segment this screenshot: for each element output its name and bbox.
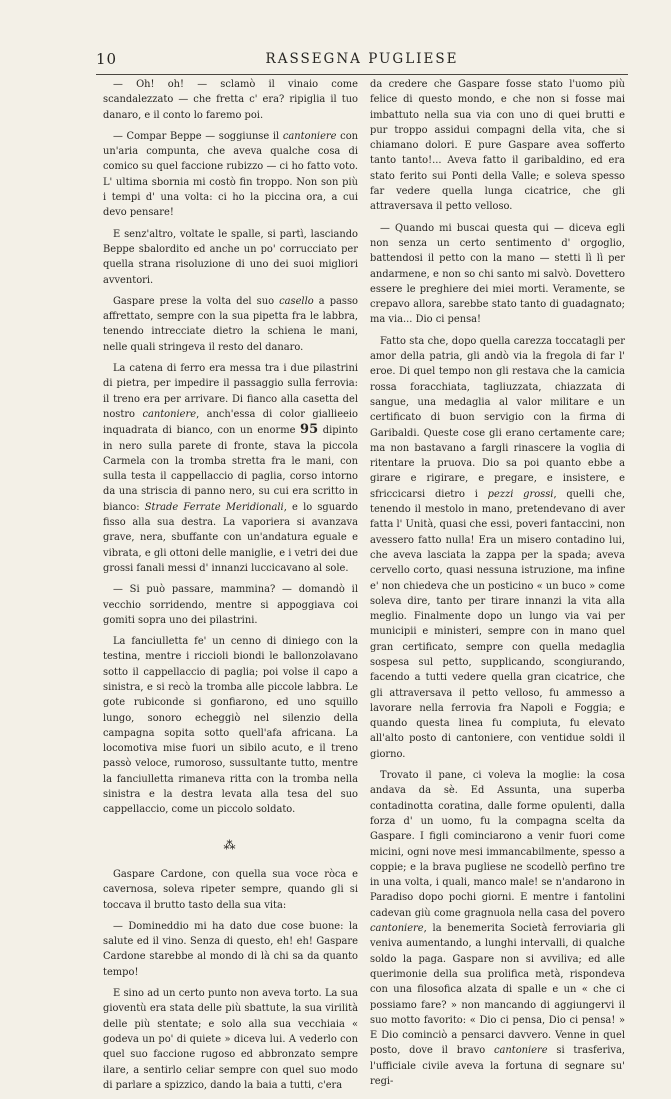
paragraph: La catena di ferro era messa tra i due pilastrini di pietra, per impedire il passaggio sulla ferrovia: il treno era per arrivare. Di fianco alla casetta del nostro cantoniere, anch'essa di color giallieeio inquadrata di bianco, con un enorme 95 dipinto in nero sulla parete di fronte, stava la piccola Carmela con la tromba stretta fra le mani, con sulla testa il cappellaccio di paglia, corso intorno da una striscia di panno nero, su cui era scritto in bianco: Strade Ferrate Meridionali, e lo sguardo fisso alla sua destra. La vaporiera si avanzava grave, nera, sbuffante con un'andatura eguale e vibrata, e gli ottoni delle maniglie, e i vetri dei due grossi fanali messi d' innanzi luccicavano al sole.	[103, 363, 359, 574]
section-ornament: ⁂	[223, 837, 238, 852]
header-rule	[96, 74, 628, 75]
paragraph: Gaspare prese la volta del suo casello a passo affrettato, sempre con la sua pipetta fra le labbra, tenendo intrecciate dietro la schiena le mani, nelle quali stringeva il resto del danaro.	[103, 295, 358, 353]
paragraph: da credere che Gaspare fosse stato l'uomo più felice di questo mondo, e che non si fosse mai imbattuto nella sua via con uno di quei brutti e pur troppo assidui compagni della vita, che si chiamano dolori. E pure Gaspare avea sofferto tanto tanto!... Aveva fatto il garibaldino, ed era stato ferito sui Ponti della Valle; e soleva spesso far vedere quella lunga cicatrice, che gli attraversava il petto velloso.	[370, 79, 625, 213]
paragraph: Fatto sta che, dopo quella carezza toccatagli per amor della patria, gli andò via la fregola di far l' eroe. Di quel tempo non gli restava che la camicia rossa foracchiata, tagliuzzata, chiazzata di sangue, una medaglia al valor militare e un certificato di buon servigio con la firma di Garibaldi. Queste cose gli erano certamente care; ma non bastavano a fargli rinascere la voglia di ritentare la pruova. Dio sa poi quanto ebbe a girare e rigirare, e pregare, e insistere, e sfriccicarsi dietro i pezzi grossi, quelli che, tenendo il mestolo in mano, pretendevano di aver fatta l' Unità, quasi che essi, poveri fantaccini, non avessero fatto nulla! Era un misero contadino lui, che aveva lasciata la zappa per la spada; aveva cervello corto, quasi nessuna istruzione, ma infine e' non chiedeva che un posticino « un buco » come soleva dire, tanto per tirare innanzi la vita alla meglio. Finalmente dopo un lungo via vai per municipii e ministeri, sempre con in mano quel gran certificato, sempre con quella medaglia sospesa sul petto, supplicando, scongiurando, facendo a tutti vedere quella gran cicatrice, che gli attraversava il petto velloso, fu ammesso a lavorare nella ferrovia fra Napoli e Foggia; e quando questa linea fu compiuta, fu elevato all'alto posto di cantoniere, con ventidue soldi il giorno.	[370, 335, 626, 760]
paragraph: — Oh! oh! — sclamò il vinaio come scandalezzato — che fretta c' era? ripiglia il tuo danaro, e il conto lo faremo poi.	[103, 79, 358, 121]
paragraph: La fanciulletta fe' un cenno di diniego con la testina, mentre i riccioli biondi le ballonzolavano sotto il cappellaccio di paglia; poi volse il capo a sinistra, e si recò la tromba alle piccole labbra. Le gote rubiconde si gonfiarono, ed uno squillo lungo, sonoro echeggiò nel silenzio della campagna sopita sotto quell'afa africana. La locomotiva mise fuori un sibilo acuto, e il treno passò veloce, rumoroso, sussultante tutto, mentre la fanciulletta rimaneva ritta con la tromba nella sinistra e la destra levata alla tesa del suo cappellaccio, come un piccolo soldato.	[103, 636, 358, 816]
paragraph: — Domineddio mi ha dato due cose buone: la salute ed il vino. Senza di questo, eh! eh! Gaspare Cardone starebbe al mondo di là chi sa da quanto tempo!	[103, 920, 358, 978]
right-column	[370, 77, 625, 1095]
paragraph: — Si può passare, mammina? — domandò il vecchio sorridendo, mentre si appoggiava coi gomiti sopra uno dei pilastrini.	[103, 584, 358, 626]
page-number: 10	[96, 50, 118, 68]
left-column	[103, 77, 358, 1099]
paragraph: — Quando mi buscai questa qui — diceva egli non senza un certo sentimento d' orgoglio, battendosi il petto con la mano — stetti lì lì per andarmene, e non so chi santo mi salvò. Dovettero essere le preghiere dei miei morti. Veramente, se crepavo allora, sarebbe stato tanto di guadagnato; ma via... Dio ci pensa!	[370, 222, 625, 326]
paragraph: — Compar Beppe — soggiunse il cantoniere con un'aria compunta, che aveva qualche cosa di comico su quel faccione rubizzo — ci ho fatto voto. L' ultima sbornia mi costò fin troppo. Non son più i tempi d' una volta: ci ho la piccina ora, a cui devo pensare!	[103, 130, 358, 219]
paragraph: E senz'altro, voltate le spalle, si partì, lasciando Beppe sbalordito ed anche un po' corrucciato per quella strana risoluzione di uno dei suoi migliori avventori.	[103, 228, 358, 286]
paragraph: Gaspare Cardone, con quella sua voce ròca e cavernosa, soleva ripeter sempre, quando gli si toccava il brutto tasto della sua vita:	[103, 868, 358, 911]
paragraph: Trovato il pane, ci voleva la moglie: la cosa andava da sè. Ed Assunta, una superba contadinotta coratina, dalle forme opulenti, dalla forza d' un uomo, fu la compagna scelta da Gaspare. I figli cominciarono a venir fuori come micini, ogni nove mesi immancabilmente, spesso a coppie; e la brava pugliese ne scodellò perfino tre in una volta, i quali, manco male! se n'andarono in Paradiso dopo pochi giorni. E mentre i fantolini cadevan giù come gragnuola nella casa del povero cantoniere, la benemerita Società ferroviaria gli veniva aumentando, a lunghi intervalli, di qualche soldo la paga. Gaspare non si avviliva; ed alle querimonie della sua prolifica metà, rispondeva con una filosofica alzata di spalle e un « che ci possiamo fare? » non mancando di aggiungervi il suo motto favorito: « Dio ci pensa, Dio ci pensa! » E Dio cominciò a pensarci davvero. Venne in quel posto, dove il bravo cantoniere si trasferiva, l'ufficiale civile aveva la fortuna di segnare su' regi-	[370, 770, 626, 1087]
running-title: RASSEGNA PUGLIESE	[265, 51, 459, 67]
paragraph: E sino ad un certo punto non aveva torto. La sua gioventù era stata delle più sbattute, la sua virilità delle più stentate; e solo alla sua vecchiaia « godeva un po' di quiete » diceva lui. A vederlo con quel suo faccione rugoso ed abbronzato sempre ilare, a sentirlo celiar sempre con quel suo modo di parlare a spizzico, dando la baia a tutti, c'era	[103, 988, 358, 1091]
page-header	[96, 50, 628, 70]
